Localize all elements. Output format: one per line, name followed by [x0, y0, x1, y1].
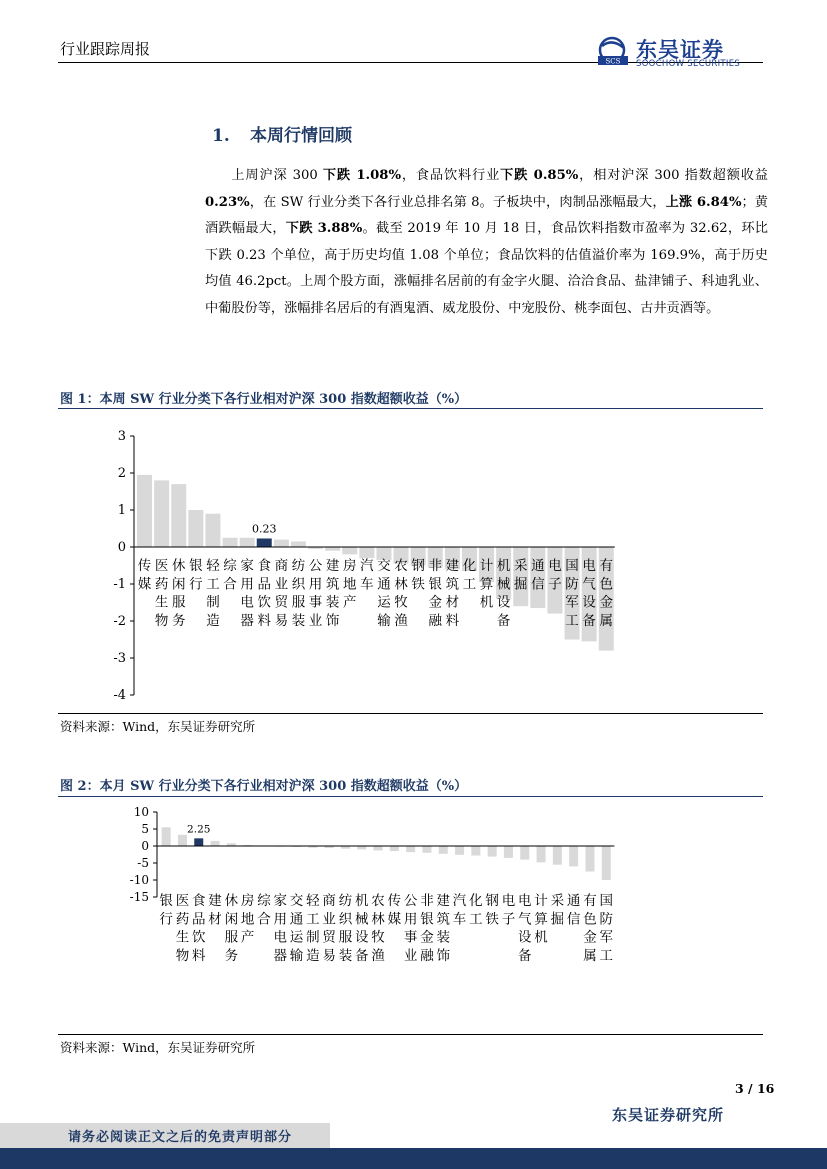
- category-label: 电子: [548, 558, 562, 593]
- section-title: [212, 121, 352, 146]
- bar-有色金属: [585, 846, 594, 872]
- figure1-title: 图 1：本周 SW 行业分类下各行业相对沪深 300 指数超额收益（%）: [60, 392, 468, 407]
- category-label: 商业贸易: [322, 893, 336, 964]
- logo-badge: SCS: [605, 57, 621, 66]
- bar-传媒: [390, 846, 399, 851]
- bar-机械设备: [357, 846, 366, 849]
- category-label: 国防军工: [565, 558, 579, 629]
- category-label: 国防军工: [599, 893, 613, 964]
- category-label: 交通运输: [289, 893, 304, 964]
- category-label: 交通运输: [377, 558, 391, 629]
- paragraph-text: ，食品饮料行业: [400, 168, 501, 183]
- section-title-text: 本周行情回顾: [250, 126, 352, 146]
- bar-医药生物: [154, 480, 169, 547]
- figure1-bottom-rule: [58, 713, 763, 714]
- category-label: 机械设备: [496, 558, 511, 629]
- figure2-title: 图 2：本月 SW 行业分类下各行业相对沪深 300 指数超额收益（%）: [60, 779, 468, 794]
- category-label: 家用电器: [240, 558, 254, 629]
- category-label: 家用电器: [273, 893, 287, 964]
- category-label: 有色金属: [599, 558, 613, 629]
- category-label: 电气设备: [582, 558, 596, 629]
- bar-钢铁: [488, 846, 497, 857]
- bar-汽车: [359, 547, 374, 558]
- figure2-source: 资料来源：Wind，东吴证券研究所: [60, 1040, 256, 1055]
- bar-银行: [162, 827, 171, 846]
- bar-银行: [188, 510, 203, 547]
- category-label: 纺织服装: [291, 558, 306, 629]
- category-label: 化工: [469, 893, 483, 928]
- y-tick-label: -4: [113, 688, 126, 703]
- page-number: 3 / 16: [735, 1081, 775, 1096]
- bar-农林牧渔: [374, 846, 383, 850]
- category-label: 银行: [159, 893, 173, 928]
- emphasis-text: 0.23%: [205, 194, 250, 210]
- category-label: 钢铁: [411, 558, 425, 593]
- body-paragraph: [205, 163, 768, 323]
- bar-轻工制造: [205, 514, 220, 547]
- logo-english: SOOCHOW SECURITIES: [636, 59, 741, 69]
- y-tick-label: 1: [117, 503, 126, 518]
- category-label: 商业贸易: [274, 558, 289, 629]
- logo-mark-icon: [596, 36, 632, 68]
- company-logo: [596, 36, 766, 70]
- y-tick-label: 5: [141, 822, 149, 836]
- bar-公用事业: [406, 846, 415, 852]
- figure1-chart: [58, 410, 763, 712]
- emphasis-text: 下跌 3.88%: [285, 221, 363, 237]
- y-tick-label: -1: [113, 577, 126, 592]
- category-label: 食品饮料: [257, 558, 271, 629]
- y-tick-label: 0: [117, 540, 126, 555]
- bar-化工: [471, 846, 480, 856]
- bar-商业贸易: [274, 540, 289, 547]
- category-label: 公用事业: [403, 893, 418, 964]
- figure1-source: 资料来源：Wind，东吴证券研究所: [60, 719, 256, 734]
- footer-bar: [0, 1148, 827, 1169]
- category-label: 非银金融: [420, 893, 434, 964]
- bar-房地产: [342, 547, 357, 554]
- category-label: 建筑装饰: [436, 893, 450, 964]
- category-label: 农林牧渔: [371, 893, 385, 964]
- logo-chinese: 东吴证券: [636, 38, 724, 62]
- y-tick-label: -10: [129, 873, 149, 887]
- figure1-top-rule: [58, 408, 763, 409]
- category-label: 建材: [208, 893, 222, 928]
- category-label: 汽车: [360, 558, 374, 593]
- category-label: 汽车: [452, 893, 467, 928]
- category-label: 机械设备: [355, 893, 369, 964]
- data-label: 0.23: [252, 522, 277, 536]
- y-tick-label: 10: [133, 805, 149, 819]
- emphasis-text: 下跌 0.85%: [500, 168, 579, 183]
- category-label: 钢铁: [485, 893, 499, 928]
- category-label: 采掘: [514, 558, 528, 593]
- footer-disclaimer: 请务必阅读正文之后的免责声明部分: [68, 1130, 293, 1145]
- category-label: 公用事业: [308, 558, 323, 629]
- figure2-chart: [58, 798, 763, 1032]
- bar-建材: [211, 841, 220, 846]
- figure2-bottom-rule: [58, 1034, 763, 1035]
- bar-纺织服装: [291, 541, 306, 547]
- paragraph-text: ；黄酒跌幅最大，: [205, 194, 768, 237]
- category-label: 通信: [566, 893, 581, 928]
- footer-organization: 东吴证券研究所: [612, 1106, 725, 1124]
- category-label: 通信: [531, 558, 545, 593]
- category-label: 轻工制造: [306, 893, 320, 964]
- category-label: 房地产: [343, 558, 357, 611]
- category-label: 农林牧渔: [394, 558, 408, 629]
- bar-医药生物: [178, 835, 187, 846]
- category-label: 银行: [189, 558, 203, 593]
- figure2-top-rule: [58, 796, 763, 797]
- y-tick-label: -2: [113, 614, 126, 629]
- category-label: 采掘: [550, 893, 565, 928]
- category-label: 综合: [257, 893, 271, 928]
- category-label: 非银金融: [428, 558, 442, 629]
- paragraph-text: ，在 SW 行业分类下各行业总排名第 8。子板块中，肉制品涨幅最大，: [249, 194, 666, 210]
- bar-建筑装饰: [325, 547, 340, 551]
- category-label: 休闲服务: [172, 558, 186, 629]
- bar-传媒: [137, 475, 152, 547]
- document-type: 行业跟踪周报: [60, 40, 151, 58]
- bar-食品饮料: [257, 538, 272, 547]
- bar-食品饮料: [194, 838, 203, 846]
- category-label: 计算机: [479, 558, 494, 611]
- category-label: 计算机: [534, 893, 548, 946]
- emphasis-text: 上涨 6.84%: [665, 194, 742, 210]
- bar-计算机: [537, 846, 546, 862]
- bar-家用电器: [240, 538, 255, 547]
- paragraph-text: 。截至 2019 年 10 月 18 日，食品饮料指数市盈率为 32.62，环比下跌 0.23 个单位，高于历史均值 1.08 个单位；食品饮料的估值溢价率为 169.9%，高于历史均值 46.2pct。上周个股方面，涨幅排名居前的有金字火腿、洽洽食品、盐津铺子、科迪乳业、中葡股份等，涨幅排名居后的有酒鬼酒、威龙股份、中宠股份、桃李面包、古井贡酒等。: [205, 221, 768, 316]
- y-tick-label: 0: [141, 839, 149, 853]
- category-label: 食品饮料: [192, 893, 206, 964]
- y-tick-label: 3: [117, 429, 126, 444]
- category-label: 传媒: [137, 558, 152, 593]
- y-tick-label: 2: [117, 466, 126, 481]
- bar-非银金融: [422, 846, 431, 853]
- y-tick-label: -3: [113, 651, 126, 666]
- y-tick-label: -15: [129, 890, 149, 904]
- bar-采掘: [553, 846, 562, 865]
- bar-国防军工: [602, 846, 611, 880]
- section-number: 1.: [212, 126, 230, 146]
- category-label: 电子: [501, 893, 516, 928]
- bar-电子: [504, 846, 513, 858]
- category-label: 休闲服务: [224, 893, 239, 964]
- emphasis-text: 下跌 1.08%: [322, 168, 401, 183]
- bar-建筑装饰: [439, 846, 448, 854]
- paragraph-text: 上周沪深 300: [231, 168, 323, 183]
- category-label: 传媒: [387, 893, 402, 928]
- paragraph-text: ，相对沪深 300 指数超额收益: [578, 168, 768, 183]
- category-label: 房地产: [240, 893, 255, 946]
- category-label: 有色金属: [583, 893, 597, 964]
- category-label: 纺织服装: [338, 893, 353, 964]
- category-label: 化工: [462, 558, 477, 593]
- category-label: 轻工制造: [206, 558, 220, 629]
- category-label: 电气设备: [518, 893, 532, 964]
- category-label: 建筑材料: [445, 558, 460, 629]
- bar-综合: [223, 538, 238, 547]
- category-label: 医药生物: [175, 893, 190, 964]
- bar-通信: [569, 846, 578, 866]
- bar-休闲服务: [171, 484, 186, 547]
- data-label: 2.25: [187, 823, 211, 836]
- category-label: 医药生物: [154, 558, 169, 629]
- category-label: 建筑装饰: [325, 558, 340, 629]
- bar-汽车: [455, 846, 464, 855]
- category-label: 综合: [223, 558, 237, 593]
- bar-电气设备: [520, 846, 529, 860]
- y-tick-label: -5: [137, 856, 149, 870]
